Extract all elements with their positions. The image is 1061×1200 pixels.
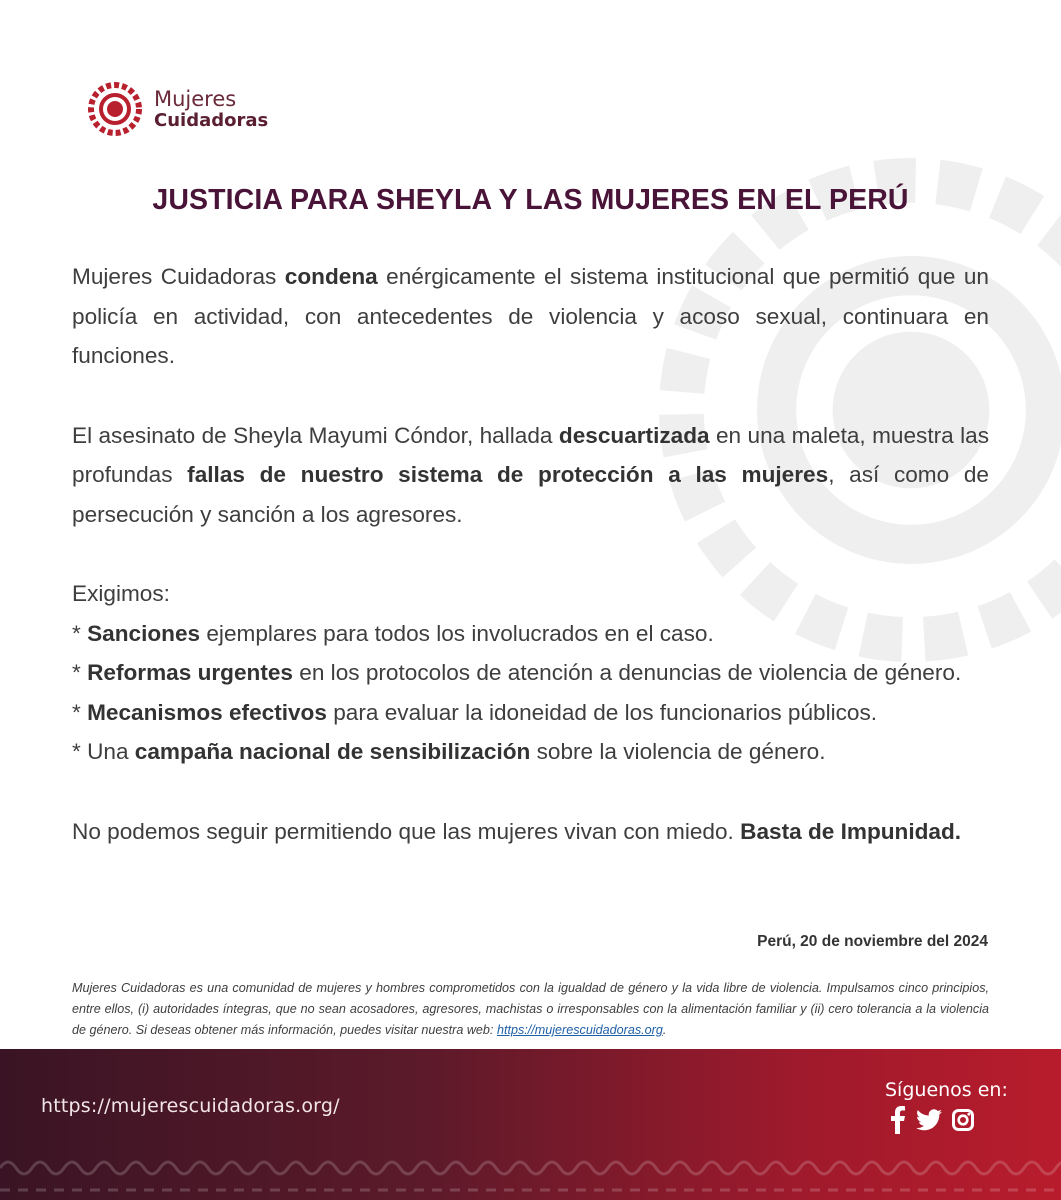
- paragraph-condemnation: [72, 257, 989, 376]
- facebook-icon[interactable]: [888, 1106, 906, 1134]
- bold-text: campaña nacional de sensibilización: [134, 739, 531, 764]
- brand-logo: [82, 76, 268, 142]
- text: ejemplares para todos los involucrados en el caso.: [200, 620, 714, 646]
- bold-text: Basta de Impunidad.: [740, 818, 962, 844]
- bold-text: condena: [284, 264, 378, 289]
- website-link[interactable]: https://mujerescuidadoras.org: [496, 1023, 663, 1037]
- footer-band: [0, 1049, 1061, 1200]
- statement-body: [72, 257, 989, 851]
- text: No podemos seguir permitiendo que las mujeres vivan con miedo.: [72, 818, 741, 844]
- text: Mujeres Cuidadoras: [72, 264, 285, 289]
- statement-date: Perú, 20 de noviembre del 2024: [757, 933, 988, 950]
- demand-item: [72, 614, 989, 654]
- text: *: [72, 620, 88, 646]
- text: en los protocolos de atención a denuncias de violencia de género.: [293, 660, 962, 685]
- twitter-icon[interactable]: [916, 1109, 942, 1131]
- text: sobre la violencia de género.: [530, 739, 826, 764]
- text: para evaluar la idoneidad de los funcionarios públicos.: [326, 699, 878, 725]
- instagram-icon[interactable]: [952, 1109, 974, 1131]
- bold-text: descuartizada: [558, 422, 710, 448]
- bold-text: Sanciones: [87, 620, 201, 646]
- text: *: [72, 699, 88, 725]
- about-note: [72, 978, 989, 1041]
- bold-text: Mecanismos efectivos: [87, 699, 327, 725]
- footer-url[interactable]: https://mujerescuidadoras.org/: [41, 1095, 340, 1117]
- brand-name-line2: Cuidadoras: [154, 109, 269, 131]
- demands-intro: Exigimos:: [72, 581, 170, 606]
- text: Mujeres Cuidadoras es una comunidad de mujeres y hombres comprometidos con la igualdad de género y la vida libre de violencia. Impulsamos cinco principios, entre ellos, (i) autoridades íntegras, que no sean acosadores, agresores, machistas o irresponsables con la alimentación familiar y (ii) cero tolerancia a la violencia de género. Si deseas obtener más información, puedes visitar nuestra web:: [72, 981, 989, 1037]
- demand-item: [72, 732, 989, 772]
- paragraph-case: [72, 416, 989, 535]
- bold-text: Reformas urgentes: [87, 660, 293, 685]
- text: *: [72, 660, 88, 685]
- brand-name-line1: Mujeres: [154, 86, 237, 111]
- demand-item: [72, 693, 989, 733]
- social-icons: [888, 1106, 974, 1134]
- page-title: JUSTICIA PARA SHEYLA Y LAS MUJERES EN EL PERÚ: [152, 184, 909, 216]
- brand-emblem-icon: [82, 76, 148, 142]
- text: enérgicamente el sistema institucional que permitió que un policía en actividad, con antecedentes de violencia y acoso sexual, continuara en funciones.: [72, 264, 989, 368]
- bold-text: fallas de nuestro sistema de protección a las mujeres: [187, 462, 829, 487]
- text: , así como de persecución y sanción a los agresores.: [72, 462, 989, 527]
- text: .: [662, 1023, 667, 1037]
- follow-label: Síguenos en:: [885, 1079, 1008, 1101]
- text: en una maleta, muestra las profundas: [72, 422, 989, 487]
- decorative-pattern: [0, 1148, 1061, 1200]
- demand-item: [72, 653, 989, 693]
- text: * Una: [72, 739, 135, 764]
- paragraph-closing: [72, 812, 989, 852]
- text: El asesinato de Sheyla Mayumi Cóndor, hallada: [72, 422, 559, 448]
